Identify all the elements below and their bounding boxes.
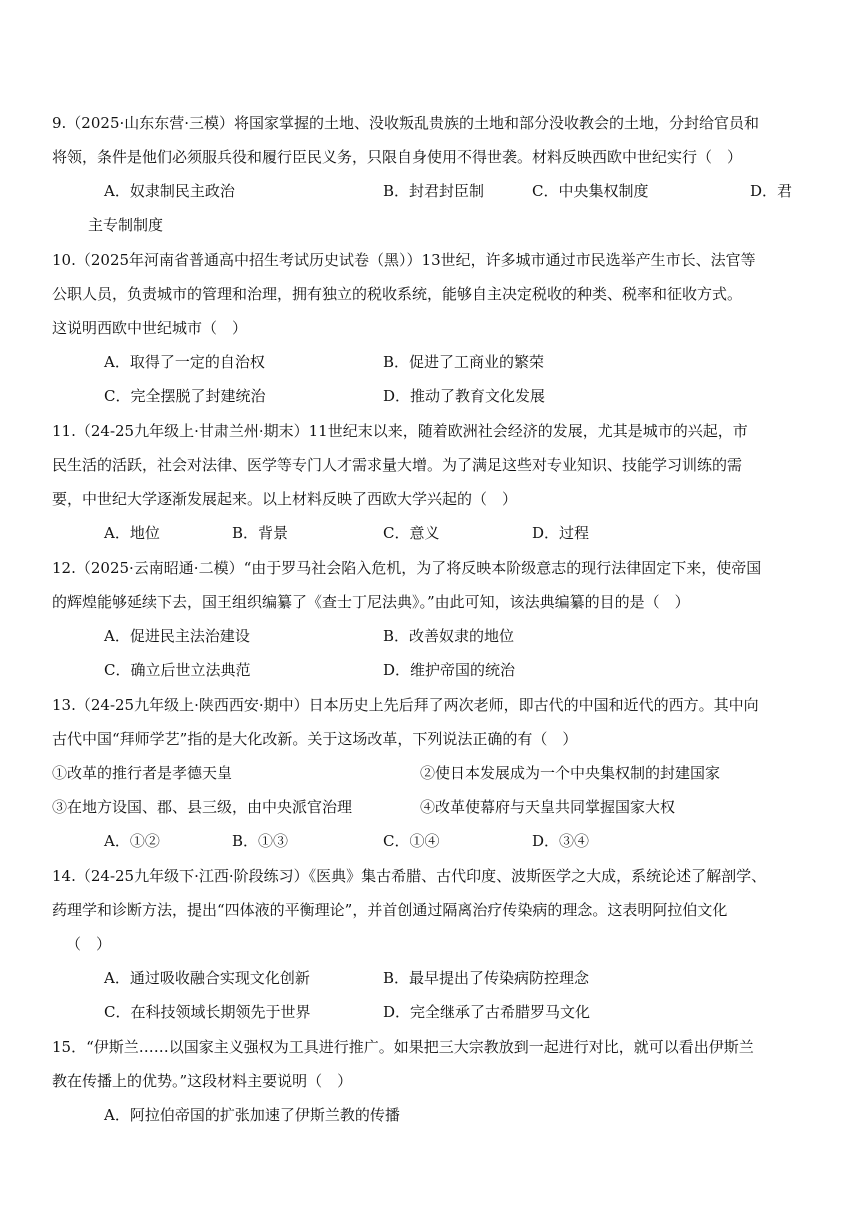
question-stem-line: 民生活的活跃，社会对法律、医学等专门人才需求量大增。为了满足这些对专业知识、技能学习训练的需 xyxy=(52,456,743,474)
option-a: A．奴隶制民主政治 xyxy=(104,182,235,200)
option-b: B．封君封臣制 xyxy=(383,182,485,200)
option-b: B．最早提出了传染病防控理念 xyxy=(383,969,590,987)
option-d: D．过程 xyxy=(532,524,590,542)
question-stem-line: 15．“伊斯兰……以国家主义强权为工具进行推广。如果把三大宗教放到一起进行对比，就可以看出伊斯兰 xyxy=(52,1038,754,1056)
question-stem-line: 的辉煌能够延续下去，国王组织编纂了《查士丁尼法典》。”由此可知，该法典编纂的目的是（ ） xyxy=(52,593,690,611)
option-d: D．③④ xyxy=(532,832,590,850)
question-stem-line: 14.（24-25九年级下·江西·阶段练习）《医典》集古希腊、古代印度、波斯医学之大成，系统论述了解剖学、 xyxy=(52,867,767,885)
option-a: A．促进民主法治建设 xyxy=(104,627,250,645)
question-stem-line: 12.（2025·云南昭通·二模）“由于罗马社会陷入危机，为了将反映本阶级意志的现行法律固定下来，使帝国 xyxy=(52,559,762,577)
option-b: B．①③ xyxy=(232,832,289,850)
question-stem-line: （ ） xyxy=(66,935,112,953)
option-b: B．改善奴隶的地位 xyxy=(383,627,515,645)
option-c: C．①④ xyxy=(383,832,440,850)
option-d: D．维护帝国的统治 xyxy=(383,661,516,679)
question-stem-line: 公职人员，负责城市的管理和治理，拥有独立的税收系统，能够自主决定税收的种类、税率和征收方式。 xyxy=(52,285,743,303)
statement-4: ④改革使幕府与天皇共同掌握国家大权 xyxy=(420,798,676,816)
question-stem-line: 要，中世纪大学逐渐发展起来。以上材料反映了西欧大学兴起的（ ） xyxy=(52,490,518,508)
option-a: A．①② xyxy=(104,832,160,850)
option-d: D．推动了教育文化发展 xyxy=(383,387,546,405)
option-d: D．君 xyxy=(750,182,793,200)
option-a: A．阿拉伯帝国的扩张加速了伊斯兰教的传播 xyxy=(104,1106,400,1124)
option-d-continued: 主专制制度 xyxy=(88,216,164,234)
option-c: C．在科技领域长期领先于世界 xyxy=(104,1003,311,1021)
question-stem-line: 11.（24-25九年级上·甘肃兰州·期末）11世纪末以来，随着欧洲社会经济的发展，尤其是城市的兴起，市 xyxy=(52,422,748,440)
option-c: C．完全摆脱了封建统治 xyxy=(104,387,266,405)
statement-3: ③在地方设国、郡、县三级，由中央派官治理 xyxy=(52,798,353,816)
option-a: A．通过吸收融合实现文化创新 xyxy=(104,969,310,987)
question-stem-line: 药理学和诊断方法，提出“四体液的平衡理论”，并首创通过隔离治疗传染病的理念。这表明阿拉伯文化 xyxy=(52,901,728,919)
question-stem-line: 9.（2025·山东东营·三模）将国家掌握的土地、没收叛乱贵族的土地和部分没收教会的土地，分封给官员和 xyxy=(52,114,760,132)
question-stem-line: 将领，条件是他们必须服兵役和履行臣民义务，只限自身使用不得世袭。材料反映西欧中世纪实行（ ） xyxy=(52,148,743,166)
option-c: C．确立后世立法典范 xyxy=(104,661,251,679)
question-stem-line: 13.（24-25九年级上·陕西西安·期中）日本历史上先后拜了两次老师，即古代的中国和近代的西方。其中向 xyxy=(52,696,759,714)
statement-2: ②使日本发展成为一个中央集权制的封建国家 xyxy=(420,764,721,782)
statement-1: ①改革的推行者是孝德天皇 xyxy=(52,764,233,782)
option-a: A．取得了一定的自治权 xyxy=(104,353,265,371)
option-b: B．促进了工商业的繁荣 xyxy=(383,353,545,371)
option-a: A．地位 xyxy=(104,524,160,542)
question-stem-line: 古代中国“拜师学艺”指的是大化改新。关于这场改革，下列说法正确的有（ ） xyxy=(52,730,578,748)
option-c: C．意义 xyxy=(383,524,440,542)
question-stem-line: 10.（2025年河南省普通高中招生考试历史试卷（黑））13世纪，许多城市通过市民选举产生市长、法官等 xyxy=(52,251,756,269)
question-stem-line: 教在传播上的优势。”这段材料主要说明（ ） xyxy=(52,1072,353,1090)
question-stem-line: 这说明西欧中世纪城市（ ） xyxy=(52,319,248,337)
option-b: B．背景 xyxy=(232,524,289,542)
option-c: C．中央集权制度 xyxy=(532,182,649,200)
option-d: D．完全继承了古希腊罗马文化 xyxy=(383,1003,591,1021)
